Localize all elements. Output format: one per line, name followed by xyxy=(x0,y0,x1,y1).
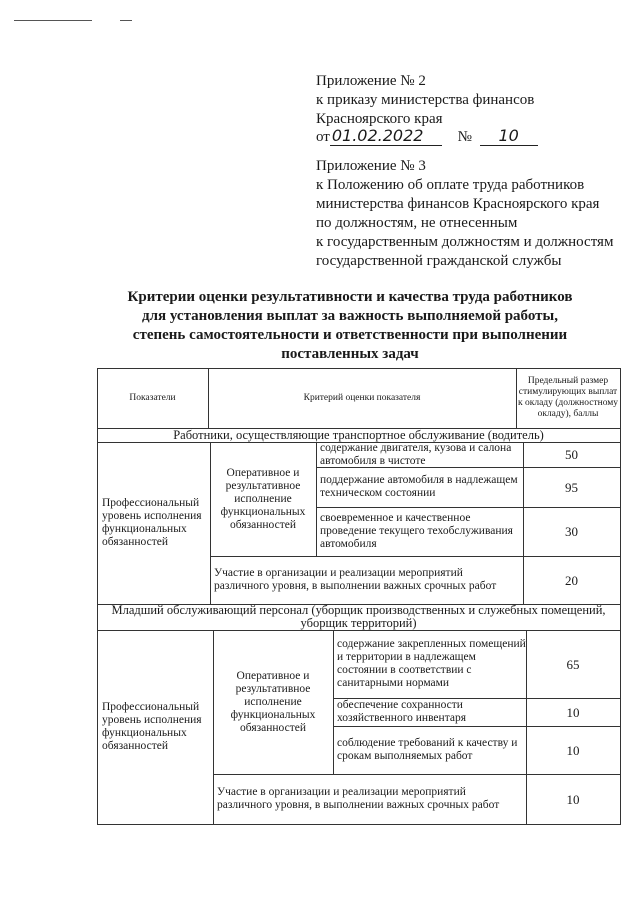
doc-title-line: для установления выплат за важность выполняемой работы, xyxy=(142,308,558,324)
header-max-size: Предельный размер стимулирующих выплат к окладу (должностному окладу), баллы xyxy=(517,376,619,419)
points-cell: 10 xyxy=(566,791,580,807)
criterion-cell: содержание закрепленных помещений и территории в надлежащем состоянии в соответствии с санитарными нормами xyxy=(337,638,526,689)
group-cell: Оперативное и результативное исполнение функциональных обязанностей xyxy=(220,466,306,531)
number-value: 10 xyxy=(480,126,538,146)
section-title: Работники, осуществляющие транспортное обслуживание (водитель) xyxy=(173,427,544,442)
table-grid xyxy=(208,368,209,428)
table-border xyxy=(97,824,621,825)
indicator-cell: Профессиональный уровень исполнения функциональных обязанностей xyxy=(102,497,202,548)
date-value: 01.02.2022 xyxy=(330,126,442,146)
participation-cell: Участие в организации и реализации мероприятий различного уровня, в выполнении важных срочных работ xyxy=(214,567,497,592)
appendix3-line: к Положению об оплате труда работников xyxy=(316,177,585,193)
table-grid xyxy=(516,368,517,428)
points-cell: 10 xyxy=(566,704,580,720)
criterion-cell: поддержание автомобиля в надлежащем техническом состоянии xyxy=(320,474,518,499)
points-cell: 65 xyxy=(566,656,580,672)
indicator-cell: Профессиональный уровень исполнения функциональных обязанностей xyxy=(102,701,202,752)
criterion-cell: соблюдение требований к качеству и срокам выполняемых работ xyxy=(337,737,518,762)
appendix2-line: Красноярского края xyxy=(316,111,443,127)
doc-title-line: Критерии оценки результативности и качества труда работников xyxy=(127,289,573,305)
participation-cell: Участие в организации и реализации мероприятий различного уровня, в выполнении важных срочных работ xyxy=(217,786,500,811)
appendix3-line: к государственным должностям и должностям xyxy=(316,234,614,250)
number-prefix: № xyxy=(457,129,472,145)
criterion-cell: своевременное и качественное проведение текущего техобслуживания автомобиля xyxy=(320,512,513,550)
appendix3-line: министерства финансов Красноярского края xyxy=(316,196,600,212)
points-cell: 50 xyxy=(565,447,578,462)
appendix3-line: по должностям, не отнесенным xyxy=(316,215,518,231)
group-cell: Оперативное и результативное исполнение функциональных обязанностей xyxy=(230,669,316,734)
section-title: Младший обслуживающий персонал (уборщик производственных и служебных помещений, уборщик территорий) xyxy=(111,603,606,630)
criterion-cell: обеспечение сохранности хозяйственного инвентаря xyxy=(337,699,466,724)
appendix2-title: Приложение № 2 xyxy=(316,73,426,89)
points-cell: 30 xyxy=(565,524,578,539)
appendix3-title: Приложение № 3 xyxy=(316,158,426,174)
criterion-cell: содержание двигателя, кузова и салона автомобиля в чистоте xyxy=(320,441,512,467)
doc-title-line: поставленных задач xyxy=(281,346,419,362)
points-cell: 10 xyxy=(566,742,580,758)
header-indicators: Показатели xyxy=(129,392,176,403)
appendix3-line: государственной гражданской службы xyxy=(316,253,562,269)
appendix2-line: к приказу министерства финансов xyxy=(316,92,535,108)
doc-title-line: степень самостоятельности и ответственности при выполнении xyxy=(132,327,568,343)
table-border xyxy=(620,368,621,824)
date-prefix: от xyxy=(316,129,330,145)
points-cell: 95 xyxy=(565,479,578,495)
points-cell: 20 xyxy=(565,572,578,588)
header-criterion: Критерий оценки показателя xyxy=(303,392,421,403)
